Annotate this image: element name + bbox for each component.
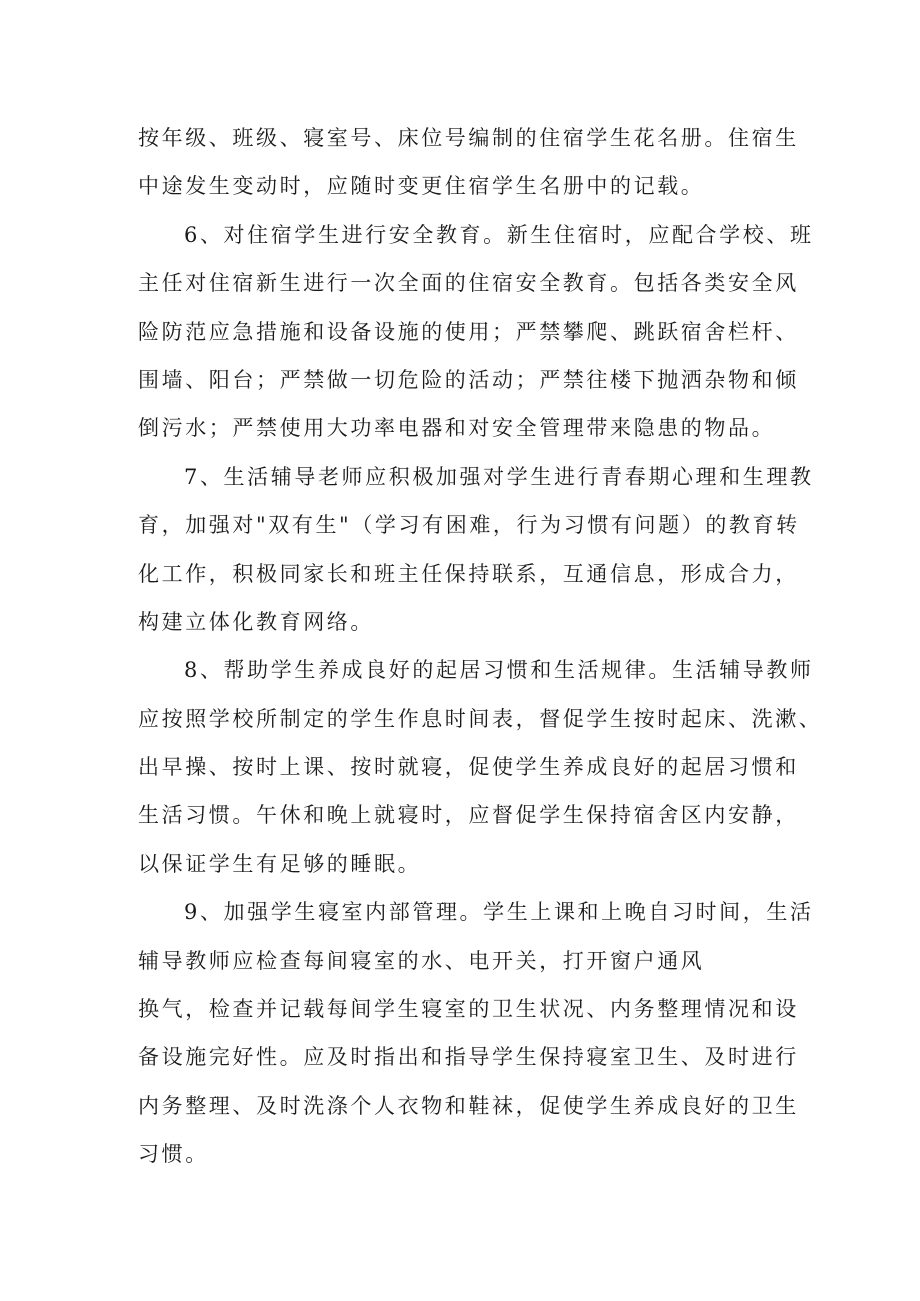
document-body <box>138 114 823 1179</box>
text-line: 倒污水；严禁使用大功率电器和对安全管理带来隐患的物品。 <box>138 416 776 441</box>
text-line: 育，加强对"双有生"（学习有困难，行为习惯有问题）的教育转 <box>138 513 800 538</box>
text-line: 9、加强学生寝室内部管理。学生上课和上晚自习时间，生活 <box>184 900 814 925</box>
text-line: 备设施完好性。应及时指出和指导学生保持寝室卫生、及时进行 <box>138 1045 799 1070</box>
text-line: 辅导教师应检查每间寝室的水、电开关，打开窗户通风 <box>138 948 705 973</box>
text-line: 习惯。 <box>138 1142 209 1167</box>
text-line: 按年级、班级、寝室号、床位号编制的住宿学生花名册。住宿生 <box>138 126 799 150</box>
text-line: 主任对住宿新生进行一次全面的住宿安全教育。包括各类安全风 <box>138 271 799 296</box>
text-line: 化工作，积极同家长和班主任保持联系，互通信息，形成合力， <box>138 561 799 586</box>
text-line: 以保证学生有足够的睡眠。 <box>138 851 422 876</box>
text-line: 出早操、按时上课、按时就寝，促使学生养成良好的起居习惯和 <box>138 755 799 780</box>
text-line: 中途发生变动时，应随时变更住宿学生名册中的记载。 <box>138 174 705 199</box>
text-line: 险防范应急措施和设备设施的使用；严禁攀爬、跳跃宿舍栏杆、 <box>138 319 799 344</box>
text-line: 7、生活辅导老师应积极加强对学生进行青春期心理和生理教 <box>184 464 814 489</box>
text-line: 构建立体化教育网络。 <box>138 609 374 634</box>
text-line: 生活习惯。午休和晚上就寝时，应督促学生保持宿舍区内安静， <box>138 803 799 828</box>
text-line: 内务整理、及时洗涤个人衣物和鞋袜，促使学生养成良好的卫生 <box>138 1093 799 1118</box>
text-line: 围墙、阳台；严禁做一切危险的活动；严禁往楼下抛洒杂物和倾 <box>138 367 799 392</box>
text-line: 换气，检查并记载每间学生寝室的卫生状况、内务整理情况和设 <box>138 997 799 1022</box>
text-line: 8、帮助学生养成良好的起居习惯和生活规律。生活辅导教师 <box>184 658 814 683</box>
text-line: 应按照学校所制定的学生作息时间表，督促学生按时起床、洗漱、 <box>138 706 823 731</box>
text-line: 6、对住宿学生进行安全教育。新生住宿时，应配合学校、班 <box>184 222 814 247</box>
